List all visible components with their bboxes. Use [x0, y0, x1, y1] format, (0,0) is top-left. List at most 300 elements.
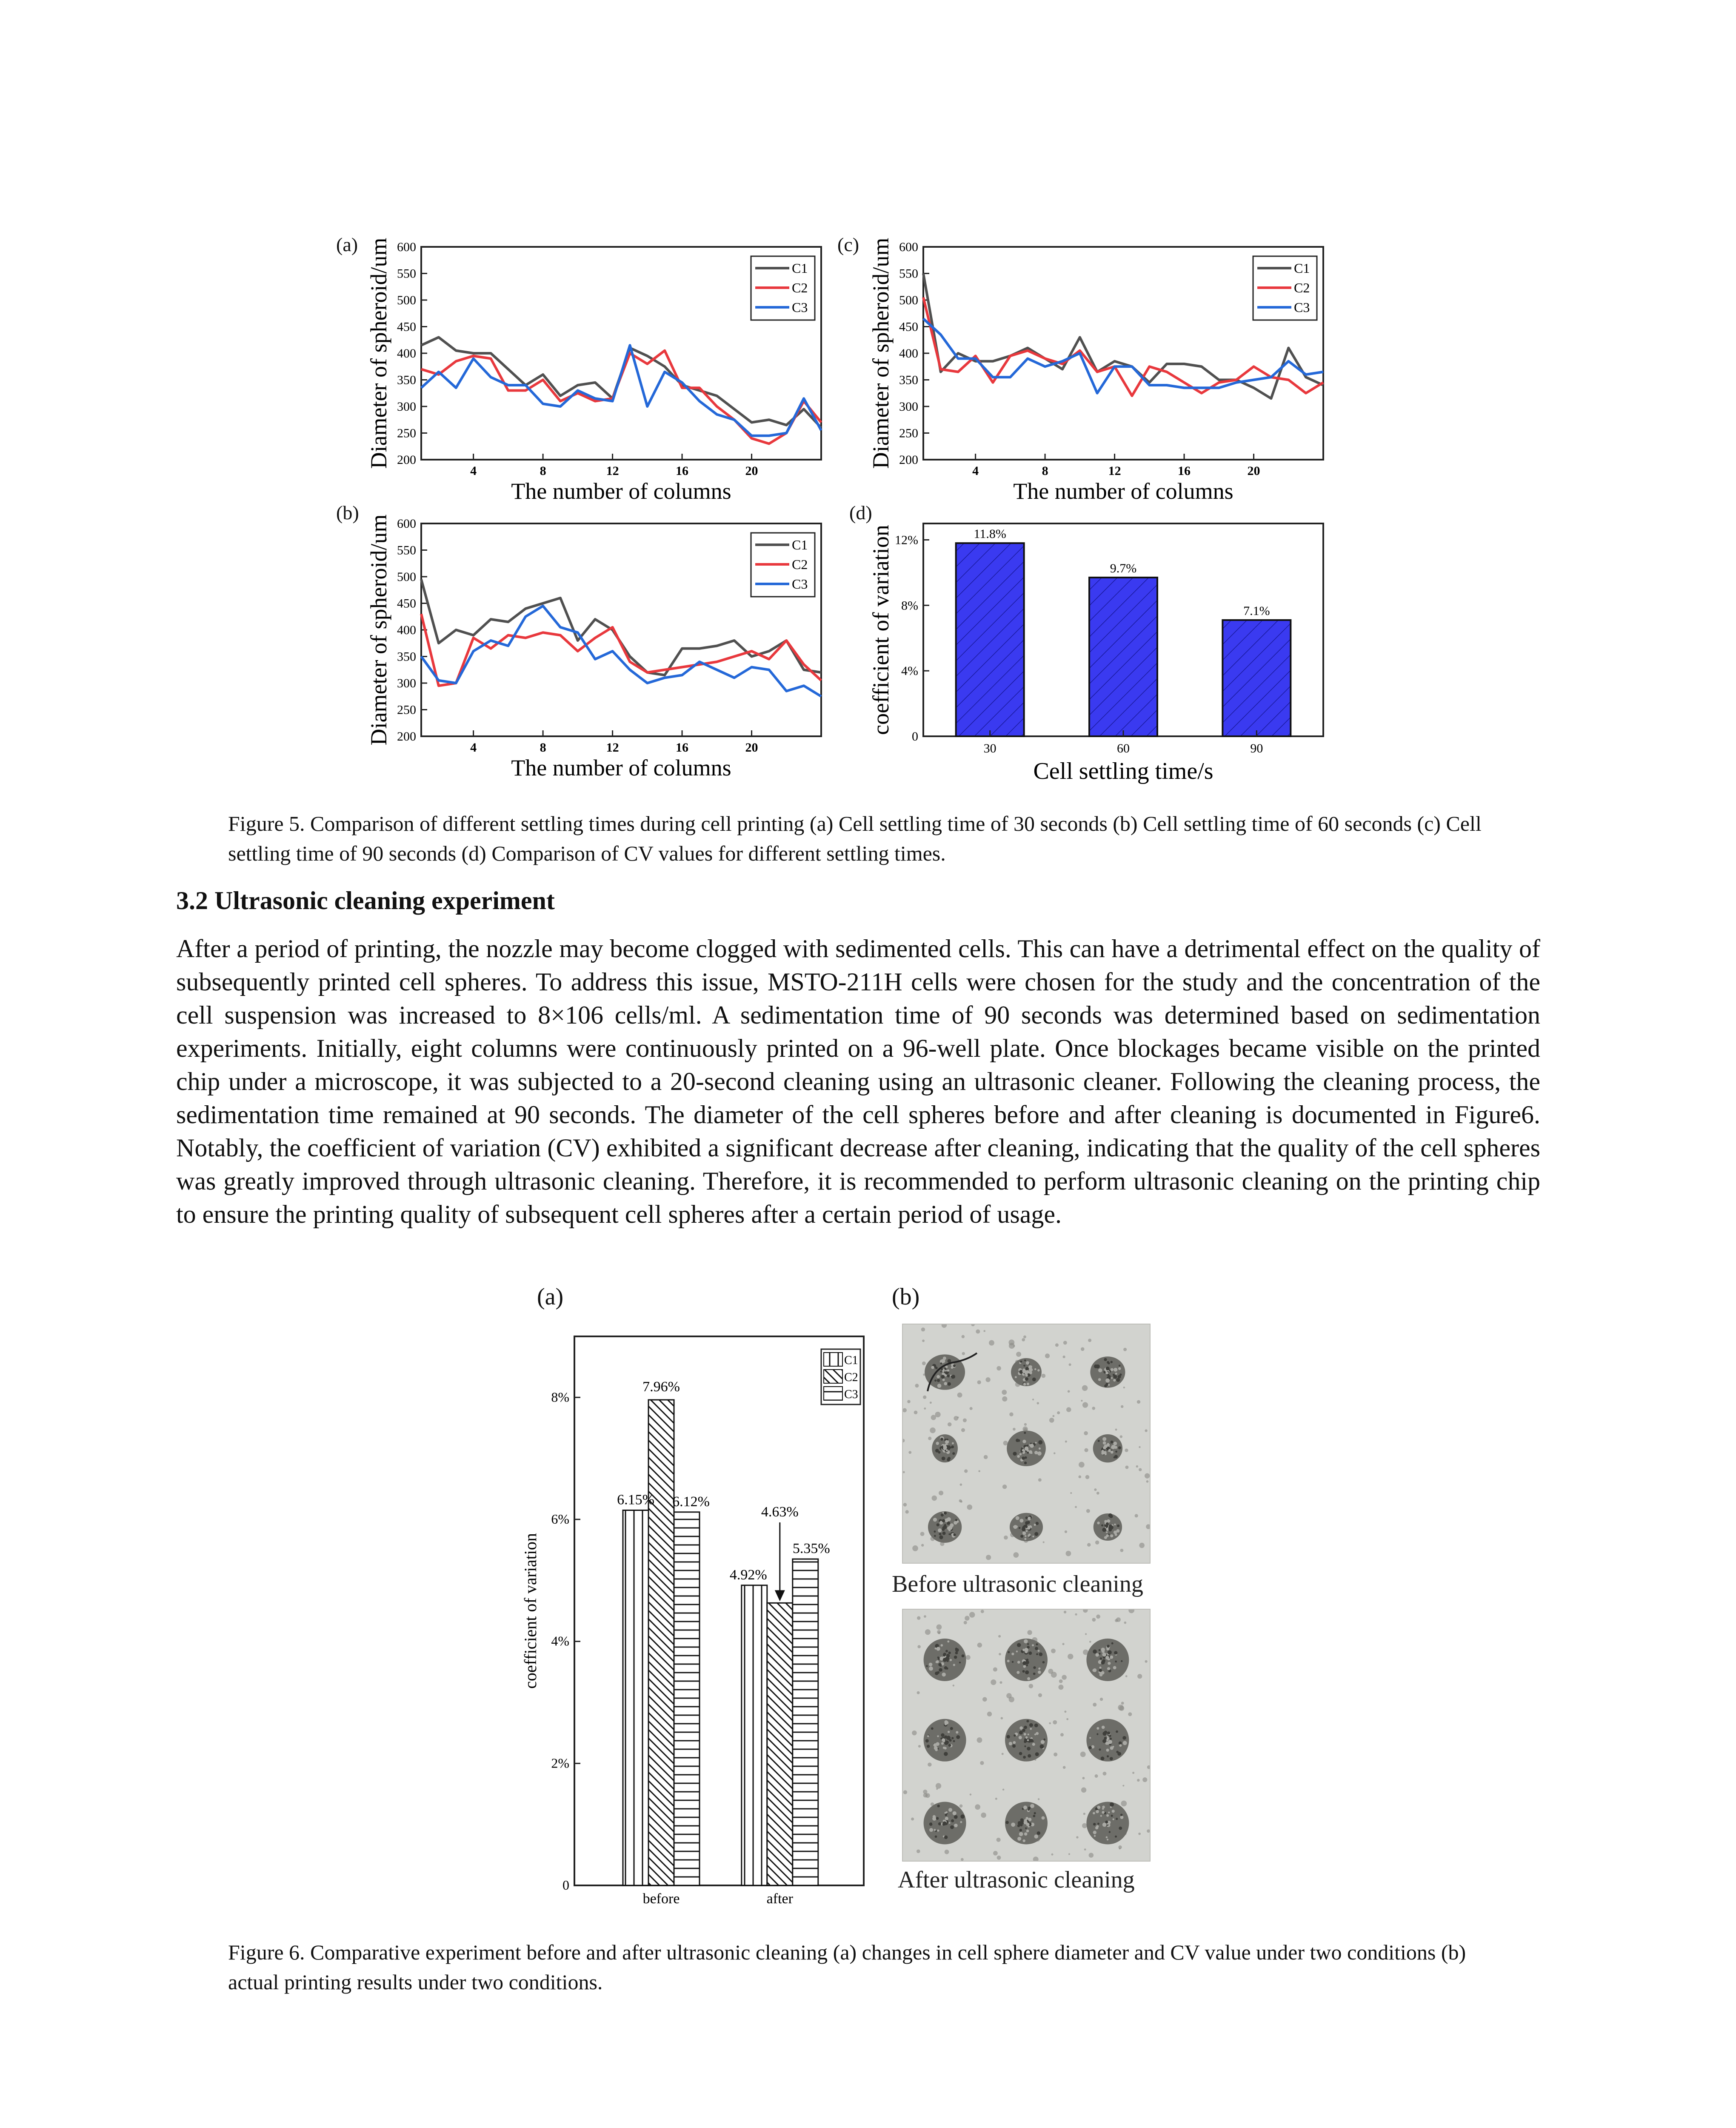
- spheroid-texture: [1099, 1649, 1101, 1651]
- debris-speck: [1123, 1387, 1125, 1388]
- y-tick-label: 350: [899, 373, 918, 387]
- spheroid-texture: [1099, 1667, 1101, 1669]
- debris-speck: [1080, 1752, 1086, 1757]
- spheroid-texture: [1037, 1831, 1040, 1835]
- spheroid-texture: [1107, 1361, 1109, 1364]
- spheroid-texture: [1017, 1825, 1020, 1828]
- debris-speck: [930, 1427, 936, 1433]
- spheroid-texture: [1115, 1661, 1117, 1663]
- spheroid-texture: [943, 1444, 946, 1448]
- spheroid-texture: [1098, 1378, 1101, 1381]
- spheroid-texture: [927, 1745, 930, 1748]
- spheroid-texture: [945, 1650, 948, 1653]
- spheroid-texture: [951, 1367, 953, 1369]
- spheroid-texture: [942, 1532, 946, 1535]
- spheroid-texture: [1106, 1749, 1109, 1752]
- legend-label-C1: C1: [844, 1354, 858, 1367]
- legend-label-C3: C3: [1294, 300, 1310, 315]
- spheroid-texture: [953, 1811, 957, 1815]
- spheroid-texture: [940, 1371, 942, 1373]
- debris-speck: [1082, 1823, 1087, 1828]
- spheroid-texture: [936, 1661, 938, 1663]
- spheroid-texture: [951, 1445, 954, 1448]
- y-tick-label: 250: [899, 426, 918, 440]
- debris-speck: [1139, 1446, 1140, 1448]
- spheroid-texture: [1030, 1804, 1034, 1808]
- spheroid-texture: [1009, 1742, 1012, 1745]
- spheroid-texture: [954, 1521, 957, 1525]
- x-tick-label: 20: [745, 464, 758, 478]
- cell-spheroid: [1010, 1513, 1043, 1542]
- series-line-C2: [421, 351, 821, 444]
- spheroid-texture: [946, 1449, 948, 1451]
- debris-speck: [996, 1366, 1001, 1371]
- debris-speck: [1008, 1339, 1014, 1345]
- spheroid-texture: [1042, 1816, 1045, 1819]
- spheroid-texture: [1101, 1524, 1103, 1527]
- legend-label-C2: C2: [792, 280, 808, 295]
- bar-after-C3: [793, 1559, 818, 1885]
- y-axis-label: Diameter of spheroid/um: [366, 237, 391, 469]
- debris-speck: [1002, 1396, 1007, 1402]
- spheroid-texture: [937, 1375, 940, 1379]
- spheroid-texture: [1022, 1729, 1025, 1732]
- debris-speck: [1081, 1400, 1082, 1402]
- debris-speck: [977, 1643, 982, 1647]
- debris-speck: [1049, 1722, 1051, 1725]
- spheroid-texture: [1111, 1368, 1114, 1371]
- spheroid-texture: [1039, 1668, 1041, 1670]
- y-tick-label: 300: [899, 400, 918, 414]
- spheroid-texture: [1024, 1432, 1026, 1434]
- debris-speck: [1139, 1468, 1142, 1471]
- debris-speck: [908, 1451, 911, 1454]
- spheroid-texture: [1032, 1743, 1035, 1746]
- spheroid-texture: [1020, 1361, 1022, 1363]
- bar-90: [1222, 620, 1291, 736]
- spheroid-texture: [954, 1656, 957, 1659]
- spheroid-texture: [1104, 1358, 1107, 1361]
- x-tick-label: 20: [1247, 464, 1260, 478]
- spheroid-texture: [1028, 1807, 1031, 1809]
- cell-spheroid: [928, 1511, 962, 1543]
- debris-speck: [957, 1416, 959, 1418]
- debris-speck: [945, 1850, 949, 1854]
- debris-speck: [1092, 1618, 1096, 1622]
- y-tick-label: 4%: [551, 1633, 569, 1649]
- spheroid-texture: [938, 1663, 942, 1666]
- spheroid-texture: [1105, 1742, 1108, 1745]
- spheroid-texture: [1095, 1653, 1099, 1656]
- spheroid-texture: [1024, 1738, 1028, 1742]
- debris-speck: [1085, 1475, 1090, 1479]
- spheroid-texture: [938, 1528, 942, 1532]
- y-axis-label: coefficient of variation: [868, 525, 894, 735]
- debris-speck: [1062, 1643, 1065, 1645]
- debris-speck: [993, 1851, 998, 1856]
- spheroid-texture: [1115, 1836, 1117, 1838]
- spheroid-texture: [1114, 1455, 1118, 1459]
- spheroid-texture: [952, 1442, 954, 1444]
- spheroid-texture: [1038, 1670, 1041, 1674]
- spheroid-texture: [933, 1518, 937, 1522]
- spheroid-texture: [941, 1359, 945, 1363]
- y-tick-label: 500: [397, 293, 416, 307]
- debris-speck: [1088, 1339, 1091, 1342]
- spheroid-texture: [1017, 1439, 1020, 1442]
- spheroid-texture: [942, 1519, 945, 1522]
- spheroid-texture: [1022, 1839, 1025, 1842]
- spheroid-texture: [1121, 1660, 1122, 1662]
- spheroid-texture: [1119, 1744, 1122, 1747]
- spheroid-texture: [1098, 1368, 1102, 1372]
- debris-speck: [1095, 1541, 1099, 1545]
- spheroid-texture: [1034, 1532, 1038, 1536]
- spheroid-texture: [951, 1819, 954, 1822]
- spheroid-texture: [942, 1673, 945, 1676]
- debris-speck: [999, 1653, 1001, 1656]
- x-tick-label: 8: [540, 464, 546, 478]
- debris-speck: [1076, 1836, 1078, 1838]
- spheroid-texture: [1108, 1812, 1110, 1813]
- spheroid-texture: [1016, 1516, 1019, 1520]
- spheroid-texture: [937, 1379, 940, 1382]
- spheroid-texture: [1119, 1364, 1121, 1367]
- spheroid-texture: [1041, 1740, 1045, 1744]
- cell-spheroid: [924, 1719, 966, 1762]
- spheroid-texture: [927, 1735, 929, 1737]
- spheroid-texture: [1017, 1455, 1020, 1458]
- debris-speck: [1006, 1693, 1012, 1699]
- spheroid-texture: [1093, 1650, 1097, 1654]
- spheroid-texture: [935, 1647, 937, 1650]
- debris-speck: [975, 1804, 980, 1810]
- debris-speck: [1084, 1848, 1086, 1851]
- spheroid-texture: [1019, 1453, 1022, 1456]
- bar-after-C2: [767, 1603, 793, 1885]
- x-tick-label: 12: [1108, 464, 1121, 478]
- spheroid-texture: [1025, 1736, 1028, 1739]
- spheroid-texture: [933, 1815, 936, 1818]
- spheroid-texture: [1101, 1661, 1104, 1664]
- debris-speck: [1087, 1543, 1091, 1546]
- spheroid-texture: [1016, 1650, 1018, 1652]
- debris-speck: [1038, 1693, 1042, 1697]
- spheroid-texture: [1036, 1643, 1038, 1645]
- spheroid-texture: [1023, 1665, 1026, 1668]
- spheroid-texture: [1024, 1821, 1028, 1825]
- x-tick-label: 4: [470, 464, 477, 478]
- debris-speck: [925, 1629, 931, 1635]
- debris-speck: [989, 1340, 994, 1346]
- spheroid-texture: [1024, 1462, 1027, 1464]
- spheroid-texture: [1027, 1677, 1030, 1680]
- spheroid-texture: [948, 1526, 953, 1530]
- legend-label-C2: C2: [792, 557, 808, 572]
- spheroid-texture: [1108, 1384, 1110, 1386]
- debris-speck: [983, 1330, 985, 1332]
- debris-speck: [1132, 1772, 1134, 1774]
- spheroid-texture: [931, 1366, 934, 1369]
- debris-speck: [1063, 1341, 1067, 1344]
- y-tick-label: 600: [397, 240, 416, 254]
- debris-speck: [998, 1635, 1001, 1638]
- spheroid-texture: [1038, 1650, 1040, 1652]
- spheroid-texture: [1027, 1643, 1029, 1645]
- chart-5b: [357, 506, 842, 787]
- spheroid-texture: [1024, 1726, 1027, 1729]
- spheroid-texture: [1019, 1736, 1022, 1739]
- debris-speck: [918, 1745, 921, 1748]
- cell-spheroid: [1094, 1513, 1122, 1541]
- spheroid-texture: [1111, 1642, 1114, 1645]
- y-tick-label: 200: [899, 453, 918, 467]
- spheroid-texture: [1107, 1645, 1110, 1648]
- spheroid-texture: [1034, 1812, 1036, 1814]
- spheroid-texture: [1022, 1531, 1026, 1535]
- debris-speck: [928, 1762, 931, 1766]
- debris-speck: [960, 1484, 962, 1486]
- spheroid-texture: [1108, 1528, 1112, 1531]
- debris-speck: [1092, 1407, 1095, 1410]
- micrograph-after: [902, 1609, 1151, 1862]
- spheroid-texture: [1017, 1643, 1021, 1647]
- spheroid-texture: [1107, 1731, 1110, 1734]
- spheroid-texture: [934, 1530, 936, 1533]
- bar-data-label: 11.8%: [974, 527, 1006, 541]
- debris-speck: [1096, 1492, 1099, 1495]
- spheroid-texture: [1107, 1839, 1108, 1840]
- spheroid-texture: [1105, 1525, 1108, 1528]
- spheroid-texture: [1027, 1452, 1029, 1454]
- x-tick-label: after: [766, 1891, 793, 1907]
- y-tick-label: 8%: [551, 1389, 569, 1405]
- spheroid-texture: [1018, 1821, 1022, 1825]
- spheroid-texture: [940, 1644, 943, 1647]
- spheroid-texture: [947, 1374, 950, 1377]
- spheroid-texture: [938, 1822, 941, 1825]
- spheroid-texture: [936, 1817, 939, 1820]
- spheroid-texture: [1110, 1738, 1112, 1740]
- spheroid-texture: [950, 1825, 954, 1829]
- debris-speck: [1009, 1413, 1013, 1416]
- debris-speck: [1084, 1431, 1088, 1436]
- y-tick-label: 250: [397, 426, 416, 440]
- spheroid-texture: [1116, 1750, 1119, 1753]
- spheroid-texture: [1114, 1651, 1117, 1654]
- spheroid-texture: [1101, 1450, 1104, 1453]
- spheroid-texture: [1025, 1516, 1028, 1519]
- spheroid-texture: [1093, 1831, 1096, 1834]
- spheroid-texture: [1118, 1446, 1121, 1449]
- spheroid-texture: [962, 1654, 965, 1657]
- spheroid-texture: [1110, 1802, 1114, 1807]
- debris-speck: [959, 1499, 962, 1502]
- spheroid-texture: [1094, 1835, 1096, 1836]
- y-axis-label: Diameter of spheroid/um: [868, 237, 894, 469]
- spheroid-texture: [937, 1805, 939, 1807]
- y-tick-label: 600: [397, 517, 416, 531]
- spheroid-texture: [1032, 1378, 1036, 1381]
- y-tick-label: 450: [899, 320, 918, 334]
- y-tick-label: 2%: [551, 1755, 569, 1771]
- spheroid-texture: [1035, 1442, 1036, 1444]
- spheroid-texture: [1034, 1724, 1038, 1728]
- spheroid-texture: [1019, 1752, 1022, 1755]
- debris-speck: [1024, 1423, 1027, 1426]
- spheroid-texture: [934, 1535, 936, 1537]
- spheroid-texture: [929, 1663, 933, 1667]
- spheroid-texture: [1096, 1733, 1098, 1735]
- x-tick-label: 20: [745, 741, 758, 755]
- spheroid-texture: [1100, 1815, 1102, 1817]
- debris-speck: [914, 1410, 918, 1414]
- spheroid-texture: [1026, 1530, 1028, 1532]
- spheroid-texture: [1104, 1444, 1108, 1448]
- spheroid-texture: [1023, 1364, 1025, 1367]
- legend-label-C3: C3: [844, 1388, 858, 1401]
- x-tick-label: 60: [1117, 741, 1130, 755]
- x-axis-label: The number of columns: [1013, 478, 1233, 504]
- cell-spheroid: [924, 1802, 966, 1845]
- x-axis-label: The number of columns: [511, 755, 731, 781]
- spheroid-texture: [1025, 1521, 1028, 1524]
- spheroid-texture: [1024, 1370, 1026, 1372]
- spheroid-texture: [954, 1815, 958, 1819]
- debris-speck: [1138, 1833, 1141, 1835]
- debris-speck: [1059, 1679, 1063, 1683]
- cell-spheroid: [1086, 1802, 1129, 1845]
- debris-speck: [986, 1555, 991, 1560]
- debris-speck: [1062, 1675, 1066, 1679]
- debris-speck: [1121, 1405, 1123, 1408]
- debris-speck: [967, 1504, 973, 1510]
- y-tick-label: 300: [397, 400, 416, 414]
- micrograph-after-image: [903, 1610, 1150, 1861]
- panel-letter-d: (d): [849, 502, 872, 523]
- spheroid-texture: [929, 1822, 933, 1826]
- spheroid-texture: [1105, 1379, 1110, 1383]
- spheroid-texture: [1106, 1531, 1108, 1533]
- debris-speck: [923, 1396, 926, 1399]
- spheroid-texture: [941, 1733, 945, 1737]
- micrograph-after-label: After ultrasonic cleaning: [898, 1867, 1135, 1893]
- debris-speck: [1002, 1789, 1004, 1790]
- spheroid-texture: [1022, 1449, 1025, 1452]
- spheroid-texture: [1034, 1451, 1038, 1454]
- debris-speck: [1057, 1411, 1060, 1414]
- spheroid-texture: [945, 1519, 948, 1522]
- data-label-after-C3: 5.35%: [792, 1541, 830, 1557]
- spheroid-texture: [1099, 1669, 1102, 1672]
- spheroid-texture: [1111, 1450, 1114, 1453]
- debris-speck: [911, 1817, 914, 1820]
- spheroid-texture: [943, 1525, 947, 1529]
- spheroid-texture: [952, 1452, 955, 1455]
- y-tick-label: 4%: [901, 664, 918, 678]
- spheroid-texture: [1019, 1371, 1022, 1374]
- spheroid-texture: [948, 1529, 951, 1531]
- y-tick-label: 400: [397, 346, 416, 360]
- debris-speck: [1121, 1702, 1124, 1705]
- bar-30: [956, 543, 1024, 736]
- spheroid-texture: [1099, 1653, 1100, 1654]
- spheroid-texture: [1028, 1535, 1030, 1537]
- debris-speck: [1079, 1462, 1085, 1468]
- spheroid-texture: [936, 1647, 940, 1650]
- spheroid-texture: [943, 1369, 945, 1370]
- debris-speck: [1070, 1492, 1072, 1494]
- debris-speck: [1043, 1542, 1045, 1543]
- debris-speck: [1075, 1613, 1077, 1616]
- spheroid-texture: [1113, 1666, 1116, 1669]
- spheroid-texture: [1024, 1538, 1026, 1540]
- spheroid-texture: [950, 1727, 953, 1730]
- spheroid-texture: [948, 1808, 952, 1812]
- spheroid-texture: [1095, 1826, 1098, 1829]
- spheroid-texture: [1118, 1367, 1121, 1370]
- spheroid-texture: [1097, 1823, 1099, 1825]
- debris-speck: [987, 1712, 992, 1716]
- spheroid-texture: [1117, 1524, 1119, 1527]
- spheroid-texture: [1114, 1442, 1117, 1445]
- spheroid-texture: [1033, 1666, 1036, 1669]
- spheroid-texture: [943, 1653, 946, 1656]
- spheroid-texture: [946, 1668, 948, 1670]
- spheroid-texture: [1025, 1525, 1028, 1528]
- spheroid-texture: [1034, 1524, 1036, 1526]
- spheroid-texture: [1026, 1361, 1029, 1364]
- spheroid-texture: [953, 1664, 955, 1666]
- spheroid-texture: [1102, 1650, 1105, 1653]
- spheroid-texture: [1027, 1739, 1029, 1742]
- spheroid-texture: [946, 1736, 951, 1740]
- spheroid-texture: [945, 1811, 948, 1813]
- spheroid-texture: [948, 1731, 950, 1733]
- spheroid-texture: [925, 1739, 929, 1742]
- cell-spheroid: [1005, 1719, 1048, 1762]
- debris-speck: [924, 1615, 926, 1618]
- spheroid-texture: [1104, 1737, 1107, 1740]
- spheroid-texture: [1108, 1650, 1112, 1654]
- debris-speck: [978, 1470, 980, 1472]
- spheroid-texture: [955, 1648, 959, 1652]
- y-tick-label: 400: [899, 346, 918, 360]
- spheroid-texture: [934, 1379, 937, 1381]
- debris-speck: [1069, 1363, 1071, 1366]
- legend-swatch-C1: [824, 1353, 842, 1366]
- debris-speck: [1054, 1753, 1057, 1756]
- debris-speck: [1089, 1853, 1094, 1858]
- debris-speck: [966, 1655, 971, 1660]
- chart-6a: [519, 1311, 877, 1915]
- spheroid-texture: [937, 1656, 939, 1658]
- spheroid-texture: [1096, 1810, 1099, 1813]
- debris-speck: [1029, 1684, 1034, 1688]
- debris-speck: [939, 1490, 943, 1495]
- spheroid-texture: [1110, 1757, 1113, 1760]
- debris-speck: [953, 1685, 954, 1686]
- spheroid-texture: [1024, 1745, 1026, 1747]
- spheroid-texture: [1032, 1644, 1034, 1646]
- spheroid-texture: [1107, 1667, 1110, 1670]
- spheroid-texture: [1027, 1747, 1031, 1750]
- spheroid-texture: [1033, 1815, 1035, 1817]
- x-tick-label: 12: [606, 464, 619, 478]
- spheroid-texture: [1020, 1818, 1024, 1822]
- spheroid-texture: [1013, 1526, 1015, 1528]
- spheroid-texture: [1026, 1720, 1029, 1722]
